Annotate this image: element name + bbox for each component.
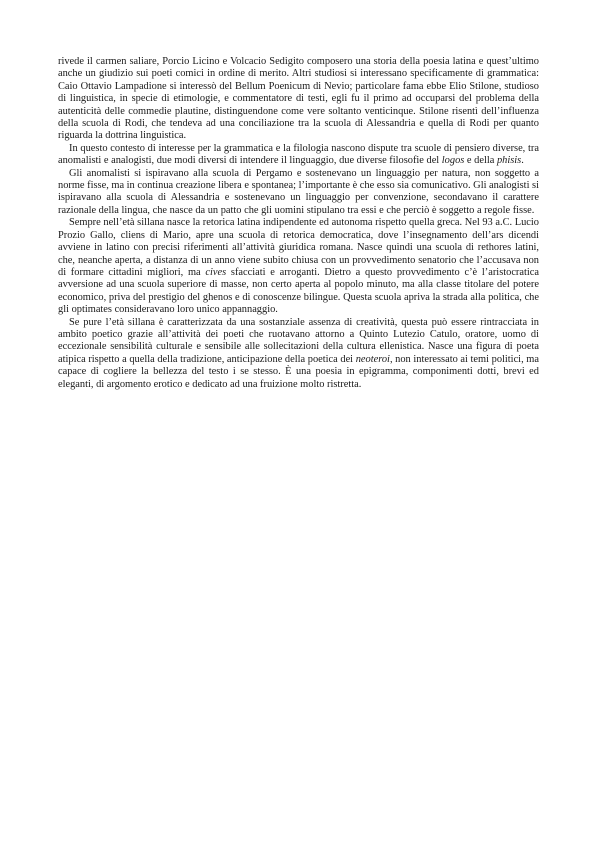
paragraph-1 — [58, 56, 539, 143]
italic-term-neoteroi: neoteroi — [355, 353, 390, 365]
text-run: Se pure l’età sillana è caratterizzata da una sostanziale assenza di creatività, questa può essere rintracciata in ambito poetico grazie all’attività dei poeti che ruotavano attorno a Quinto Lutezio Catulo, oratore, uomo di eccezionale sensibilità culturale e sensibile alle sollecitazioni della cultura ellenistica. Nasce una figura di poeta atipica rispetto a quella della tradizione, anticipazione della poetica dei — [58, 316, 539, 365]
body-text — [58, 56, 539, 391]
text-run: In questo contesto di interesse per la grammatica e la filologia nascono dispute tra scuole di pensiero diverse, tra anomalisti e analogisti, due modi diversi di intendere il linguaggio, due diverse filosofie del — [58, 142, 539, 167]
paragraph-3 — [58, 168, 539, 218]
italic-term-cives: cives — [205, 266, 227, 278]
text-run: Gli anomalisti si ispiravano alla scuola di Pergamo e sostenevano un linguaggio per natura, non soggetto a norme fisse, ma in continua creazione libera e spontanea; l’importante è che esso sia comunicativo. Gli analogisti si ispiravano alla scuola di Alessandria e sostenevano un linguaggio per convenzione, secondavano il carattere razionale della lingua, che nasce da un patto che gli uomini stipulano tra essi e che perciò è soggetto a regole fisse. — [58, 167, 539, 216]
italic-term-logos: logos — [441, 155, 465, 167]
text-run: rivede il carmen saliare, Porcio Licino e Volcacio Sedigito composero una storia della poesia latina e quest’ultimo anche un giudizio sui poeti comici in ordine di merito. Altri studiosi si interessano specificamente di grammatica: Caio Ottavio Lampadione si interessò del Bellum Poenicum di Nevio; particolare fama ebbe Elio Stilone, studioso di linguistica, in specie di etimologie, e commentatore di testi, egli fu il primo ad occuparsi del problema della autenticità delle commedie plautine, distinguendone come vere soltanto venticinque. Stilone risentì dell’influenza della scuola di Rodi, che tendeva ad una conciliazione tra la scuola di Alessandria e quella di Rodi per quanto riguarda la dottrina linguistica. — [58, 56, 539, 142]
paragraph-5 — [58, 317, 539, 391]
paragraph-2 — [58, 143, 539, 168]
italic-term-phisis: phisis — [496, 155, 522, 167]
text-run: e della — [464, 155, 497, 167]
text-run: sfacciati e arroganti. Dietro a questo provvedimento c’è l’aristocratica avversione ad una scuola superiore di masse, non certo aperta al popolo minuto, ma alla classe titolare del potere economico, priva del prestigio del ghenos e di conoscenze bilingue. Questa scuola apriva la strada alla politica, che gli optimates consideravano loro unico appannaggio. — [58, 266, 539, 316]
text-run: , non interessato ai temi politici, ma capace di cogliere la bellezza del testo i se stesso. È una poesia in epigramma, componimenti dotti, brevi ed eleganti, di argomento erotico e dedicato ad una fruizione molto ristretta. — [58, 353, 539, 390]
text-run: Sempre nell’età sillana nasce la retorica latina indipendente ed autonoma rispetto quella greca. Nel 93 a.C. Lucio Prozio Gallo, cliens di Mario, apre una scuola di retorica democratica, dove l’insegnamento dell’ars dicendi avviene in latino con precisi riferimenti all’attività giuridica romana. Nasce quindi una scuola di rethores latini, che, neanche aperta, a distanza di un anno viene subito chiusa con un provvedimento senatorio che l’accusava non di formare cittadini migliori, ma — [58, 217, 539, 278]
paragraph-4 — [58, 217, 539, 316]
text-run: . — [521, 155, 524, 167]
